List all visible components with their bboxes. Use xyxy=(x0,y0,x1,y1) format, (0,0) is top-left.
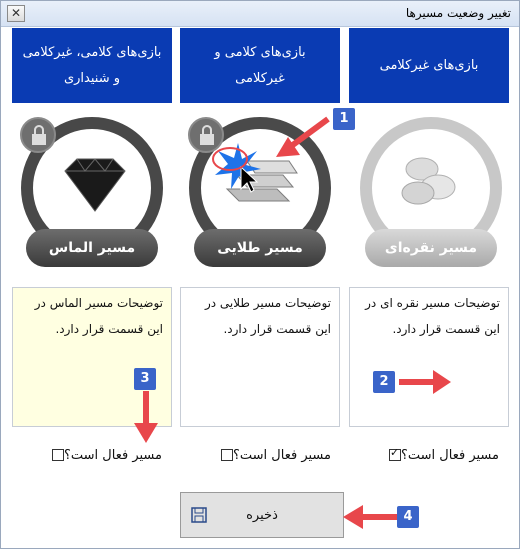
description-text: توضیحات مسیر الماس در این قسمت قرار دارد. xyxy=(34,296,163,336)
gold-active-checkbox[interactable] xyxy=(221,449,233,461)
tile-label: بازی‌های کلامی و غیرکلامی xyxy=(214,44,306,86)
floppy-disk-icon xyxy=(191,507,207,523)
highlight-circle xyxy=(210,144,250,174)
close-icon: ✕ xyxy=(10,6,22,20)
gold-path-label xyxy=(194,229,326,267)
annotation-arrow-4 xyxy=(339,502,399,532)
tile-verbal-nonverbal-games[interactable] xyxy=(180,28,340,103)
silver-path-label xyxy=(365,229,497,267)
path-name: مسیر الماس xyxy=(48,240,136,256)
silver-description-box[interactable] xyxy=(349,287,509,427)
save-button[interactable] xyxy=(180,492,344,538)
description-text: توضیحات مسیر طلایی در این قسمت قرار دارد. xyxy=(204,296,331,336)
path-name: مسیر طلایی xyxy=(217,240,303,256)
title-bar xyxy=(1,1,519,27)
checkbox-label: مسیر فعال است؟ xyxy=(401,447,499,463)
gold-description-box[interactable] xyxy=(180,287,340,427)
description-text: توضیحات مسیر نقره ای در این قسمت قرار دارد. xyxy=(365,296,500,336)
silver-active-checkbox[interactable] xyxy=(389,446,401,461)
tile-nonverbal-games[interactable] xyxy=(349,28,509,103)
silver-coins-icon xyxy=(392,147,472,217)
annotation-arrow-1 xyxy=(266,111,366,171)
gold-active-checkbox-row[interactable] xyxy=(207,445,331,465)
diamond-icon xyxy=(55,157,135,217)
tile-label: بازی‌های کلامی، غیرکلامی و شنیداری xyxy=(22,44,162,86)
annotation-arrow-2 xyxy=(397,367,457,397)
annotation-marker-2: 2 xyxy=(373,371,395,393)
window-title: تغییر وضعیت مسیرها xyxy=(405,6,511,20)
diamond-active-checkbox[interactable] xyxy=(52,449,64,461)
tile-verbal-nonverbal-auditory-games[interactable] xyxy=(12,28,172,103)
silver-active-checkbox-row[interactable] xyxy=(375,445,499,465)
annotation-marker-1: 1 xyxy=(333,108,355,130)
diamond-path-label xyxy=(26,229,158,267)
path-name: مسیر نقره‌ای xyxy=(384,240,478,256)
annotation-marker-4: 4 xyxy=(397,506,419,528)
annotation-marker-3: 3 xyxy=(134,368,156,390)
checkbox-label: مسیر فعال است؟ xyxy=(233,447,331,463)
checkmark-icon: ✓ xyxy=(390,446,400,459)
close-button[interactable] xyxy=(7,5,25,22)
tile-label: بازی‌های غیرکلامی xyxy=(379,57,479,73)
annotation-arrow-3 xyxy=(131,389,161,449)
checkbox-label: مسیر فعال است؟ xyxy=(64,447,162,463)
save-button-label: ذخیره xyxy=(246,507,278,523)
diamond-lock-icon xyxy=(20,117,56,153)
